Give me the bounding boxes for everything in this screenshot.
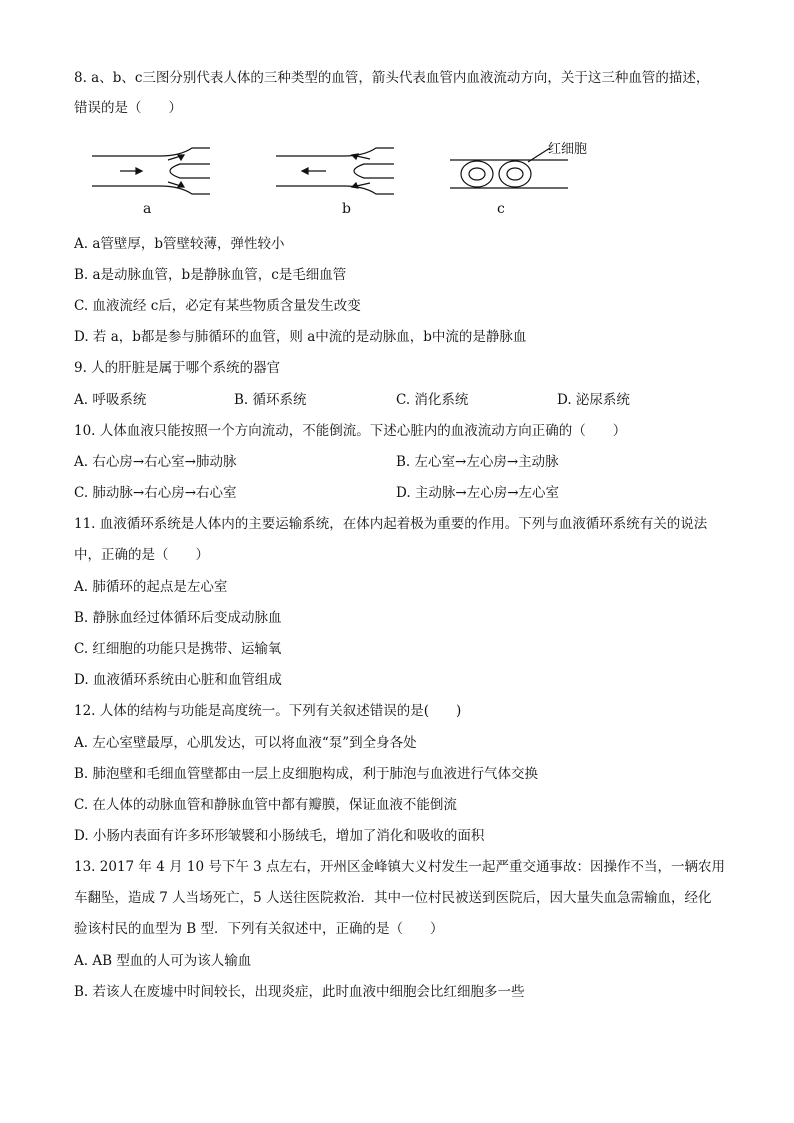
q12-option-d: D. 小肠内表面有许多环形皱襞和小肠绒毛，增加了消化和吸收的面积 [74,828,485,844]
q9-stem: 9. 人的肝脏是属于哪个系统的器官 [74,360,281,376]
q10-stem: 10. 人体血液只能按照一个方向流动，不能倒流。下述心脏内的血液流动方向正确的（ ） [74,423,627,439]
q9-option-c: C. 消化系统 [396,392,469,408]
vessel-c-label: c [497,201,505,217]
vessel-a-drawing [92,148,210,194]
q8-stem-line1: 8. a、b、c三图分别代表人体的三种类型的血管，箭头代表血管内血液流动方向，关于这三种血管的描述， [74,70,710,86]
rbc-label: 红细胞 [548,142,588,157]
q11-stem-line1: 11. 血液循环系统是人体内的主要运输系统，在体内起着极为重要的作用。下列与血液循环系统有关的说法 [74,516,708,532]
q10-option-d: D. 主动脉→左心房→左心室 [396,485,560,501]
q11-option-b: B. 静脉血经过体循环后变成动脉血 [74,610,282,626]
q13-stem-line1: 13. 2017 年 4 月 10 号下午 3 点左右，开州区金峰镇大义村发生一起严重交通事故：因操作不当，一辆农用 [74,859,726,875]
q10-option-b: B. 左心室→左心房→主动脉 [396,454,559,470]
q13-stem-line2: 车翻坠，造成 7 人当场死亡，5 人送往医院救治．其中一位村民被送到医院后，因大量失血急需输血，经化 [74,890,712,906]
q12-option-c: C. 在人体的动脉血管和静脉血管中都有瓣膜，保证血液不能倒流 [74,797,457,813]
q8-stem-line2: 错误的是（ ） [74,100,182,116]
q10-option-c: C. 肺动脉→右心房→右心室 [74,485,237,501]
q11-option-a: A. 肺循环的起点是左心室 [74,579,228,595]
q10-option-a: A. 右心房→右心室→肺动脉 [74,454,237,470]
q11-option-d: D. 血液循环系统由心脏和血管组成 [74,672,282,688]
vessel-a-label: a [143,201,152,217]
q8-option-b: B. a是动脉血管，b是静脉血管，c是毛细血管 [74,267,347,283]
q11-stem-line2: 中，正确的是（ ） [74,547,209,563]
vessel-b-drawing [276,148,394,194]
q13-option-b: B. 若该人在废墟中时间较长，出现炎症，此时血液中细胞会比红细胞多一些 [74,984,525,1000]
q9-option-d: D. 泌尿系统 [557,392,630,408]
q12-option-b: B. 肺泡壁和毛细血管壁都由一层上皮细胞构成，利于肺泡与血液进行气体交换 [74,766,539,782]
q13-option-a: A. AB 型血的人可为该人输血 [74,953,252,969]
blood-vessel-figure [80,138,640,228]
q8-option-a: A. a管壁厚，b管壁较薄，弹性较小 [74,236,285,252]
q8-option-d: D. 若 a，b都是参与肺循环的血管，则 a中流的是动脉血，b中流的是静脉血 [74,329,527,345]
q11-option-c: C. 红细胞的功能只是携带、运输氧 [74,641,282,657]
q9-option-a: A. 呼吸系统 [74,392,147,408]
q13-stem-line3: 验该村民的血型为 B 型．下列有关叙述中，正确的是（ ） [74,921,444,937]
q9-option-b: B. 循环系统 [234,392,307,408]
q12-option-a: A. 左心室壁最厚，心肌发达，可以将血液“泵”到全身各处 [74,735,417,751]
q12-stem: 12. 人体的结构与功能是高度统一。下列有关叙述错误的是( ) [74,703,462,719]
q8-option-c: C. 血液流经 c后，必定有某些物质含量发生改变 [74,298,361,314]
vessel-b-label: b [342,201,351,217]
